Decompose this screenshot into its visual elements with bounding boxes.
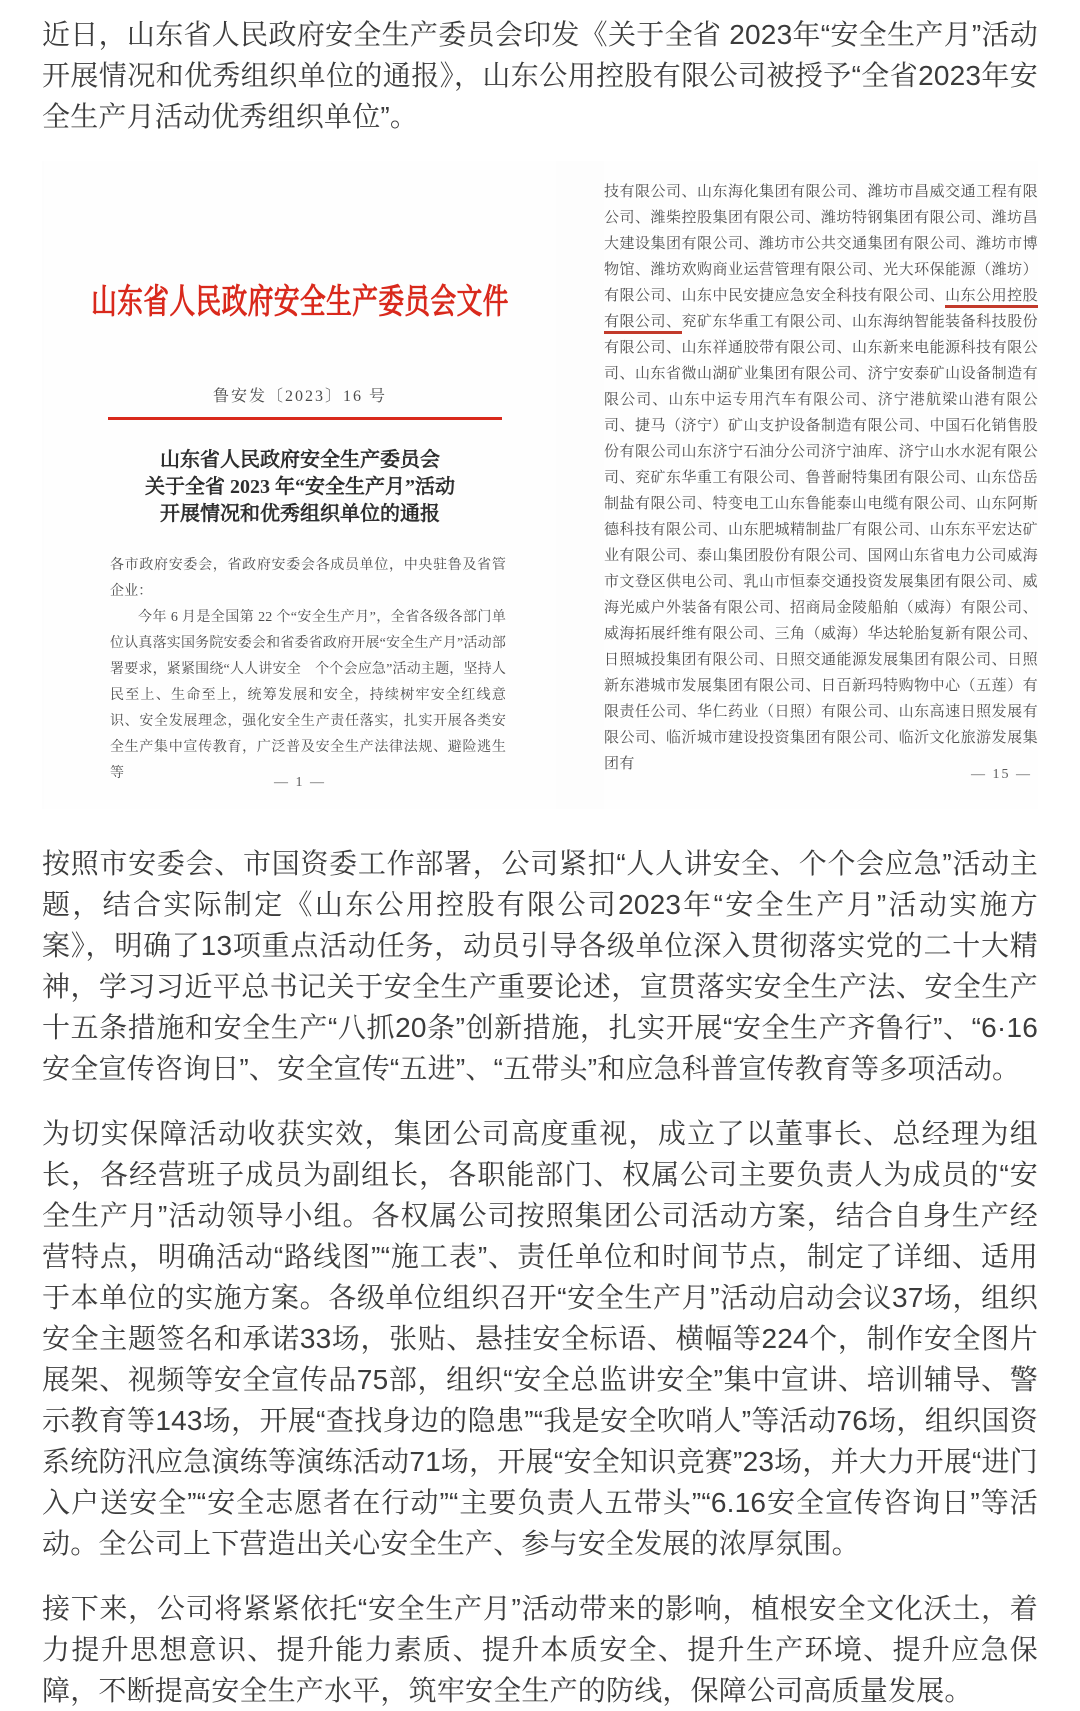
paragraph-organization: 为切实保障活动收获实效，集团公司高度重视，成立了以董事长、总经理为组长，各经营班子成员为副组长，各职能部门、权属公司主要负责人为成员的“安全生产月”活动领导小组。各权属公司按照集团公司活动方案，结合自身生产经营特点，明确活动“路线图”“施工表”、责任单位和时间节点，制定了详细、适用于本单位的实施方案。各级单位组织召开“安全生产月”活动启动会议37场，组织安全主题签名和承诺33场，张贴、悬挂安全标语、横幅等224个，制作安全图片展架、视频等安全宣传品75部，组织“安全总监讲安全”集中宣讲、培训辅导、警示教育等143场，开展“查找身边的隐患”“我是安全吹哨人”等活动76场，组织国资系统防汛应急演练等演练活动71场，开展“安全知识竞赛”23场，并大力开展“进门入户送安全”“安全志愿者在行动”“主要负责人五带头”“6.16安全宣传咨询日”等活动。全公司上下营造出关心安全生产、参与安全发展的浓厚氛围。 — [42, 1118, 1038, 1559]
document-scan-image — [42, 161, 1038, 809]
intro-paragraph: 近日，山东省人民政府安全生产委员会印发《关于全省 2023年“安全生产月”活动开展情况和优秀组织单位的通报》，山东公用控股有限公司被授予“全省2023年安全生产月活动优秀组织单位”。 — [42, 19, 1038, 132]
doc-body — [110, 553, 506, 787]
company-list-after: 兖矿东华重工有限公司、山东海纳智能装备科技股份有限公司、山东祥通胶带有限公司、山东新来电能源科技有限公司、山东省微山湖矿业集团有限公司、济宁安泰矿山设备制造有限公司、山东中运专用汽车有限公司、济宁港航梁山港有限公司、捷马（济宁）矿山支护设备制造有限公司、中国石化销售股份有限公司山东济宁石油分公司济宁油库、济宁山水水泥有限公司、兖矿东华重工有限公司、鲁普耐特集团有限公司、山东岱岳制盐有限公司、特变电工山东鲁能泰山电缆有限公司、山东阿斯德科技有限公司、山东肥城精制盐厂有限公司、山东东平宏达矿业有限公司、泰山集团股份有限公司、国网山东省电力公司威海市文登区供电公司、乳山市恒泰交通投资发展集团有限公司、威海光威户外装备有限公司、招商局金陵船舶（威海）有限公司、威海拓展纤维有限公司、三角（威海）华达轮胎复新有限公司、日照城投集团有限公司、日照交通能源发展集团有限公司、日照新东港城市发展集团有限公司、日百新玛特购物中心（五莲）有限责任公司、华仁药业（日照）有限公司、山东高速日照发展有限公司、临沂城市建设投资集团有限公司、临沂文化旅游发展集团有 — [604, 314, 1038, 772]
doc-salutation: 各市政府安委会，省政府安委会各成员单位，中央驻鲁及省管企业： — [110, 558, 506, 599]
company-list-highlighted-name: 山东公用控股有限公司、 — [604, 288, 1038, 334]
doc-title-line-2: 关于全省 2023 年“安全生产月”活动 — [145, 476, 455, 498]
red-divider-line — [108, 417, 502, 420]
doc-title-line-3: 开展情况和优秀组织单位的通报 — [160, 503, 440, 525]
scan-right-page — [604, 161, 1038, 809]
doc-number: 鲁安发〔2023〕16 号 — [212, 388, 387, 405]
page-number-right: — 15 — — [971, 767, 1032, 782]
company-list-before: 技有限公司、山东海化集团有限公司、潍坊市昌威交通工程有限公司、潍柴控股集团有限公司、潍坊特钢集团有限公司、潍坊昌大建设集团有限公司、潍坊市公共交通集团有限公司、潍坊市博物馆、潍坊欢购商业运营管理有限公司、光大环保能源（潍坊）有限公司、山东中民安捷应急安全科技有限公司、 — [604, 184, 1038, 304]
red-masthead-text: 山东省人民政府安全生产委员会文件 — [91, 283, 509, 322]
red-masthead — [44, 279, 556, 320]
page-number-left: — 1 — — [274, 775, 326, 790]
paragraph-outlook: 接下来，公司将紧紧依托“安全生产月”活动带来的影响，植根安全文化沃土，着力提升思想意识、提升能力素质、提升本质安全、提升生产环境、提升应急保障，不断提高安全生产水平，筑牢安全生产的防线，保障公司高质量发展。 — [42, 1593, 1038, 1706]
doc-body-paragraph: 今年 6 月是全国第 22 个“安全生产月”，全省各级各部门单位认真落实国务院安委会和省委省政府开展“安全生产月”活动部署要求，紧紧围绕“人人讲安全 个个会应急”活动主题，坚持人民至上、生命至上，统筹发展和安全，持续树牢安全红线意识、安全发展理念，强化安全生产责任落实，扎实开展各类安全生产集中宣传教育，广泛普及安全生产法律法规、避险逃生等 — [110, 610, 506, 781]
scan-left-page — [44, 161, 556, 809]
doc-title — [44, 447, 556, 528]
company-list — [604, 179, 1038, 777]
doc-title-line-1: 山东省人民政府安全生产委员会 — [160, 449, 440, 471]
paragraph-implementation: 按照市安委会、市国资委工作部署，公司紧扣“人人讲安全、个个会应急”活动主题，结合实际制定《山东公用控股有限公司2023年“安全生产月”活动实施方案》，明确了13项重点活动任务，动员引导各级单位深入贯彻落实党的二十大精神，学习习近平总书记关于安全生产重要论述，宣贯落实安全生产法、安全生产十五条措施和安全生产“八抓20条”创新措施，扎实开展“安全生产齐鲁行”、“6·16安全宣传咨询日”、安全宣传“五进”、“五带头”和应急科普宣传教育等多项活动。 — [42, 848, 1038, 1084]
